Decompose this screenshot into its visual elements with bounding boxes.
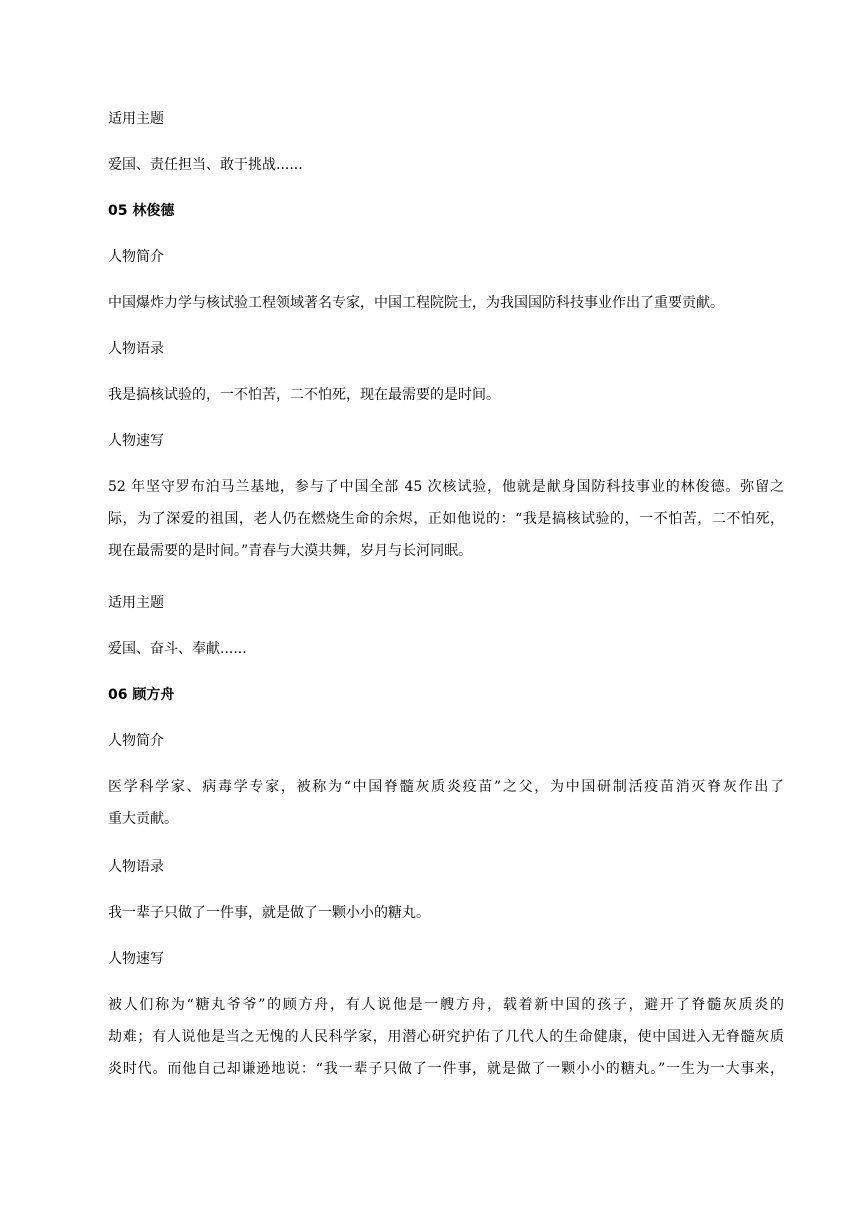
section-heading-05: 05 林俊德 [108, 203, 175, 219]
section-label-quote: 人物语录 [108, 341, 164, 357]
section-label-profile: 人物简介 [108, 249, 164, 265]
sketch-line: 52 年坚守罗布泊马兰基地，参与了中国全部 45 次核试验，他就是献身国防科技事业的林俊德。弥留之 [108, 479, 784, 495]
themes-text: 爱国、奋斗、奉献...... [108, 641, 247, 657]
section-label-applicable-themes: 适用主题 [108, 111, 164, 127]
profile-text: 中国爆炸力学与核试验工程领域著名专家，中国工程院院士，为我国国防科技事业作出了重要贡献。 [108, 295, 724, 311]
quote-text: 我是搞核试验的，一不怕苦，二不怕死，现在最需要的是时间。 [108, 387, 500, 403]
section-label-applicable-themes: 适用主题 [108, 595, 164, 611]
sketch-line: 劫难；有人说他是当之无愧的人民科学家，用潜心研究护佑了几代人的生命健康，使中国进入无脊髓灰质 [108, 1029, 784, 1045]
section-label-sketch: 人物速写 [108, 951, 164, 967]
section-label-profile: 人物简介 [108, 733, 164, 749]
profile-line: 医学科学家、病毒学专家，被称为“中国脊髓灰质炎疫苗”之父，为中国研制活疫苗消灭脊灰作出了 [108, 779, 784, 795]
profile-paragraph [108, 771, 784, 835]
sketch-line: 炎时代。而他自己却谦逊地说：“我一辈子只做了一件事，就是做了一颗小小的糖丸。”一生为一大事来， [108, 1061, 784, 1077]
themes-text: 爱国、责任担当、敢于挑战...... [108, 157, 303, 173]
sketch-paragraph [108, 989, 784, 1085]
sketch-line: 际，为了深爱的祖国，老人仍在燃烧生命的余烬，正如他说的：“我是搞核试验的，一不怕苦，二不怕死， [108, 511, 784, 527]
section-label-quote: 人物语录 [108, 859, 164, 875]
sketch-line: 现在最需要的是时间。”青春与大漠共舞，岁月与长河同眠。 [108, 543, 473, 559]
sketch-paragraph [108, 471, 784, 567]
section-label-sketch: 人物速写 [108, 433, 164, 449]
quote-text: 我一辈子只做了一件事，就是做了一颗小小的糖丸。 [108, 905, 430, 921]
sketch-line: 被人们称为“糖丸爷爷”的顾方舟，有人说他是一艘方舟，载着新中国的孩子，避开了脊髓灰质炎的 [108, 997, 784, 1013]
profile-line: 重大贡献。 [108, 811, 178, 827]
section-heading-06: 06 顾方舟 [108, 687, 175, 703]
